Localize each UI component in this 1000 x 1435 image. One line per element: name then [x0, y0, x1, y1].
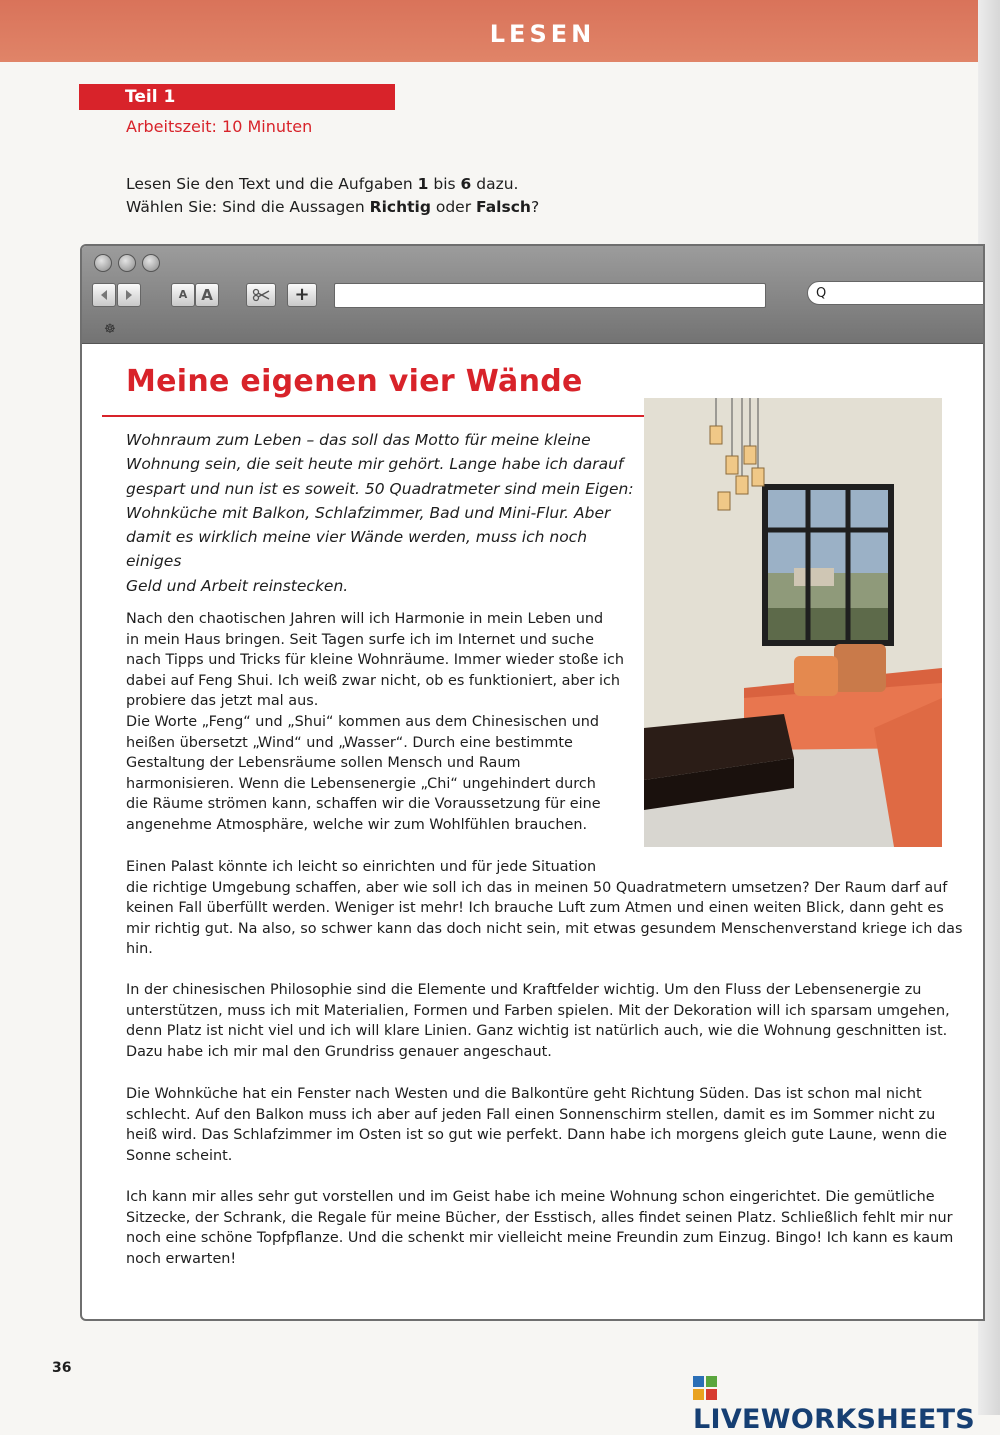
liveworksheets-logo-icon: [693, 1376, 717, 1400]
brand-watermark: LIVEWORKSHEETS: [693, 1373, 1000, 1435]
article-lead: Wohnraum zum Leben – das soll das Motto für meine kleine Wohnung sein, die seit heute mir gehört. Lange habe ich darauf gespart und nun ist es soweit. 50 Quadratmeter sind mein Eigen: Wohnküche mit Balkon, Schlafzimmer, Bad und Mini-Flur. Aber damit es wirklich meine vier Wände werden, muss ich noch einiges Geld und Arbeit reinstecken.: [126, 431, 634, 595]
search-field[interactable]: [807, 281, 985, 305]
add-tab-button[interactable]: +: [287, 283, 317, 307]
back-button[interactable]: [92, 283, 116, 307]
browser-window: [80, 244, 985, 1321]
living-room-photo: [644, 398, 942, 847]
bookmarks-icon[interactable]: ☸: [104, 322, 116, 337]
cut-button[interactable]: [246, 283, 276, 307]
window-zoom-button[interactable]: [142, 254, 160, 272]
scissors-icon: [252, 288, 270, 302]
browser-toolbar: [82, 246, 983, 344]
part-badge: Teil 1: [79, 84, 395, 110]
instructions: [126, 173, 539, 219]
instruction-line-2: Wählen Sie: Sind die Aussagen Richtig oder Falsch?: [126, 198, 540, 216]
forward-icon: [124, 290, 134, 300]
paragraph-4: Die Wohnküche hat ein Fenster nach Westen und die Balkontüre geht Richtung Süden. Das ist schon mal nicht schlecht. Auf den Balkon muss ich aber auf jeden Fall einen Sonnenschirm stellen, damit es im Sommer nicht zu heiß wird. Das Schlafzimmer im Osten ist so gut wie perfekt. Dann habe ich morgens gleich gute Laune, wenn die Sonne scheint.: [126, 1086, 948, 1164]
instruction-line-1: Lesen Sie den Text und die Aufgaben 1 bis 6 dazu.: [126, 175, 519, 193]
living-room-illustration: [644, 398, 942, 847]
working-time: Arbeitszeit: 10 Minuten: [126, 117, 313, 136]
section-title: LESEN: [489, 20, 596, 48]
search-icon: Q: [816, 286, 827, 301]
paragraph-2: Einen Palast könnte ich leicht so einrichten und für jede Situation die richtige Umgebung schaffen, aber wie soll ich das in meinen 50 Quadratmetern umsetzen? Der Raum darf auf keinen Fall überfüllt werden. Weniger ist mehr! Ich brauche Luft zum Atmen und einen weiten Blick, dann geht es mir richtig gut. Na also, so schwer kann das doch nicht sein, mit etwas gesundem Menschenverstand kriege ich das hin.: [126, 859, 963, 958]
window-close-button[interactable]: [94, 254, 112, 272]
article-title: Meine eigenen vier Wände: [126, 364, 583, 399]
address-bar[interactable]: [334, 283, 766, 308]
forward-button[interactable]: [117, 283, 141, 307]
font-smaller-button[interactable]: A: [171, 283, 195, 307]
paragraph-5: Ich kann mir alles sehr gut vorstellen und im Geist habe ich meine Wohnung schon eingerichtet. Die gemütliche Sitzecke, der Schrank, die Regale für meine Bücher, der Esstisch, alles findet seinen Platz. Schließlich fehlt mir nur noch eine schöne Topfpflanze. Und die schenkt mir vielleicht meine Freundin zum Einzug. Bingo! Ich kann es kaum noch erwarten!: [126, 1189, 954, 1267]
paragraph-1: Nach den chaotischen Jahren will ich Harmonie in mein Leben und in mein Haus bringen. Seit Tagen surfe ich im Internet und suche nach Tipps und Tricks für kleine Wohnräume. Immer wieder stoße ich dabei auf Feng Shui. Ich weiß zwar nicht, ob es funktioniert, aber ich probiere das jetzt mal aus. Die Worte „Feng“ und „Shui“ kommen aus dem Chinesischen und heißen übersetzt „Wind“ und „Wasser“. Durch eine bestimmte Gestaltung der Lebensräume sollen Mensch und Raum harmonisieren. Wenn die Lebensenergie „Chi“ ungehindert durch die Räume strömen kann, schaffen wir die Voraussetzung für eine angenehme Atmosphäre, welche wir zum Wohlfühlen brauchen.: [126, 611, 624, 833]
page-number: 36: [52, 1360, 72, 1376]
back-icon: [99, 290, 109, 300]
window-minimize-button[interactable]: [118, 254, 136, 272]
title-underline: [102, 415, 645, 417]
font-larger-button[interactable]: A: [195, 283, 219, 307]
paragraph-3: In der chinesischen Philosophie sind die Elemente und Kraftfelder wichtig. Um den Fluss der Lebensenergie zu unterstützen, muss ich mit Materialien, Formen und Farben spielen. Mit der Dekoration will ich sparsam umgehen, denn Platz ist nicht viel und ich will klare Linien. Ganz wichtig ist natürlich auch, wie die Wohnung geschnitten ist. Dazu habe ich mir mal den Grundriss genauer angeschaut.: [126, 982, 950, 1060]
